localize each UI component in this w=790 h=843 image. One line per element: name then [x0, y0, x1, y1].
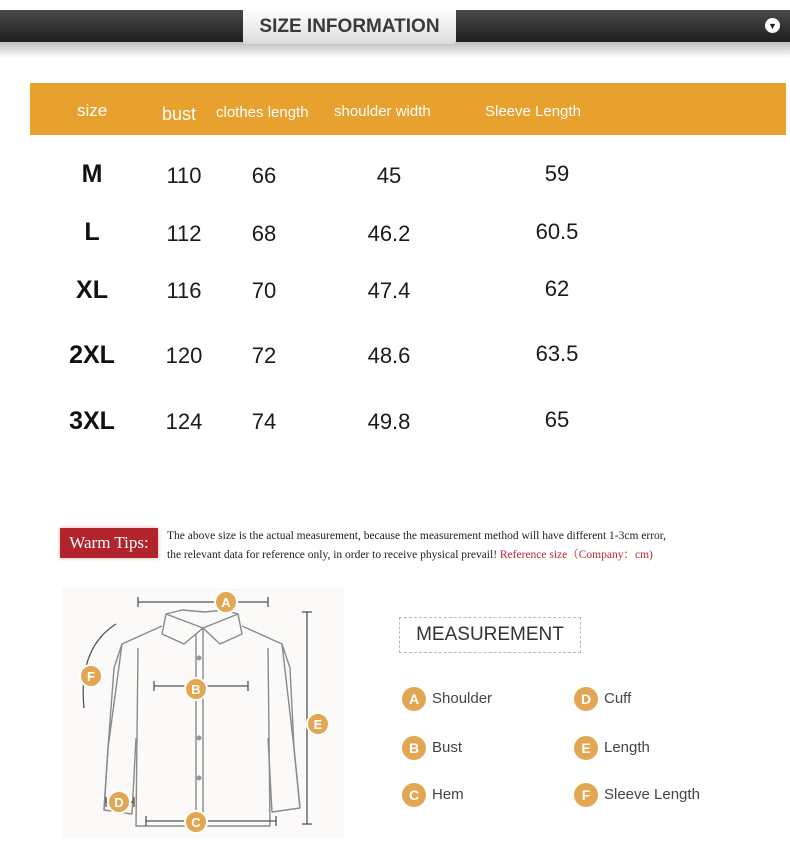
sleeve-cell: 62: [544, 276, 570, 301]
legend-marker-c: C: [402, 783, 426, 807]
bust-cell: 124: [165, 409, 203, 434]
diagram-marker-e: [307, 713, 329, 735]
header-bust: bust: [162, 104, 197, 124]
size-cell: 2XL: [69, 341, 115, 369]
size-cell: 3XL: [69, 407, 115, 435]
legend-marker-a: A: [402, 687, 426, 711]
warm-tips-label: Warm Tips:: [60, 528, 158, 558]
tips-text-line2: [167, 546, 653, 562]
legend-marker-b: B: [402, 736, 426, 760]
legend-label-length: Length: [604, 739, 650, 756]
legend-label-shoulder: Shoulder: [432, 690, 493, 707]
shoulder-cell: 45: [376, 163, 402, 188]
shoulder-cell: 49.8: [367, 409, 411, 434]
length-cell: 66: [251, 163, 277, 188]
measurement-title: MEASUREMENT: [416, 624, 564, 645]
legend-label-hem: Hem: [432, 786, 464, 803]
shoulder-cell: 46.2: [367, 221, 411, 246]
bust-cell: 112: [166, 221, 202, 246]
chevron-down-icon[interactable]: ▼: [765, 18, 780, 33]
legend-marker-f: F: [574, 783, 598, 807]
length-cell: 74: [251, 409, 277, 434]
size-cell: L: [84, 218, 100, 246]
banner-shadow: [0, 42, 790, 58]
sleeve-cell: 63.5: [535, 341, 579, 366]
diagram-marker-a: [215, 591, 237, 613]
page-title: SIZE INFORMATION: [259, 16, 440, 37]
tips-text-line2-main: the relevant data for reference only, in order to receive physical prevail!: [167, 549, 498, 561]
legend-marker-e: E: [574, 736, 598, 760]
diagram-marker-f: [80, 665, 102, 687]
svg-text:B: B: [191, 682, 201, 697]
shirt-measurement-diagram: [62, 588, 344, 838]
size-cell: M: [81, 160, 103, 188]
bust-cell: 110: [166, 163, 202, 188]
bust-cell: 120: [165, 343, 203, 368]
header-sleeve-length: Sleeve Length: [485, 103, 581, 120]
legend-marker-d: D: [574, 687, 598, 711]
svg-text:F: F: [87, 669, 95, 684]
svg-text:E: E: [313, 717, 323, 732]
sleeve-cell: 65: [544, 407, 570, 432]
length-cell: 68: [251, 221, 277, 246]
diagram-marker-b: [185, 678, 207, 700]
length-cell: 72: [251, 343, 277, 368]
bust-cell: 116: [166, 278, 202, 303]
legend-label-cuff: Cuff: [604, 690, 632, 707]
header-size: size: [77, 101, 108, 120]
tips-text-line1: The above size is the actual measurement, because the measurement method will have different 1-3cm error,: [167, 530, 667, 542]
svg-text:D: D: [114, 795, 124, 810]
length-cell: 70: [251, 278, 277, 303]
svg-text:A: A: [221, 595, 231, 610]
header-clothes-length: clothes length: [216, 104, 309, 121]
legend-label-sleeve-length: Sleeve Length: [604, 786, 700, 803]
legend-label-bust: Bust: [432, 739, 463, 756]
reference-size-note: Reference size（Company：cm): [499, 549, 653, 561]
shoulder-cell: 47.4: [367, 278, 411, 303]
sleeve-cell: 59: [544, 161, 570, 186]
sleeve-cell: 60.5: [535, 219, 579, 244]
size-cell: XL: [76, 276, 108, 304]
diagram-marker-c: [185, 811, 207, 833]
shoulder-cell: 48.6: [367, 343, 411, 368]
header-shoulder-width: shoulder width: [334, 103, 431, 120]
diagram-marker-d: [108, 791, 130, 813]
svg-text:C: C: [191, 815, 201, 830]
